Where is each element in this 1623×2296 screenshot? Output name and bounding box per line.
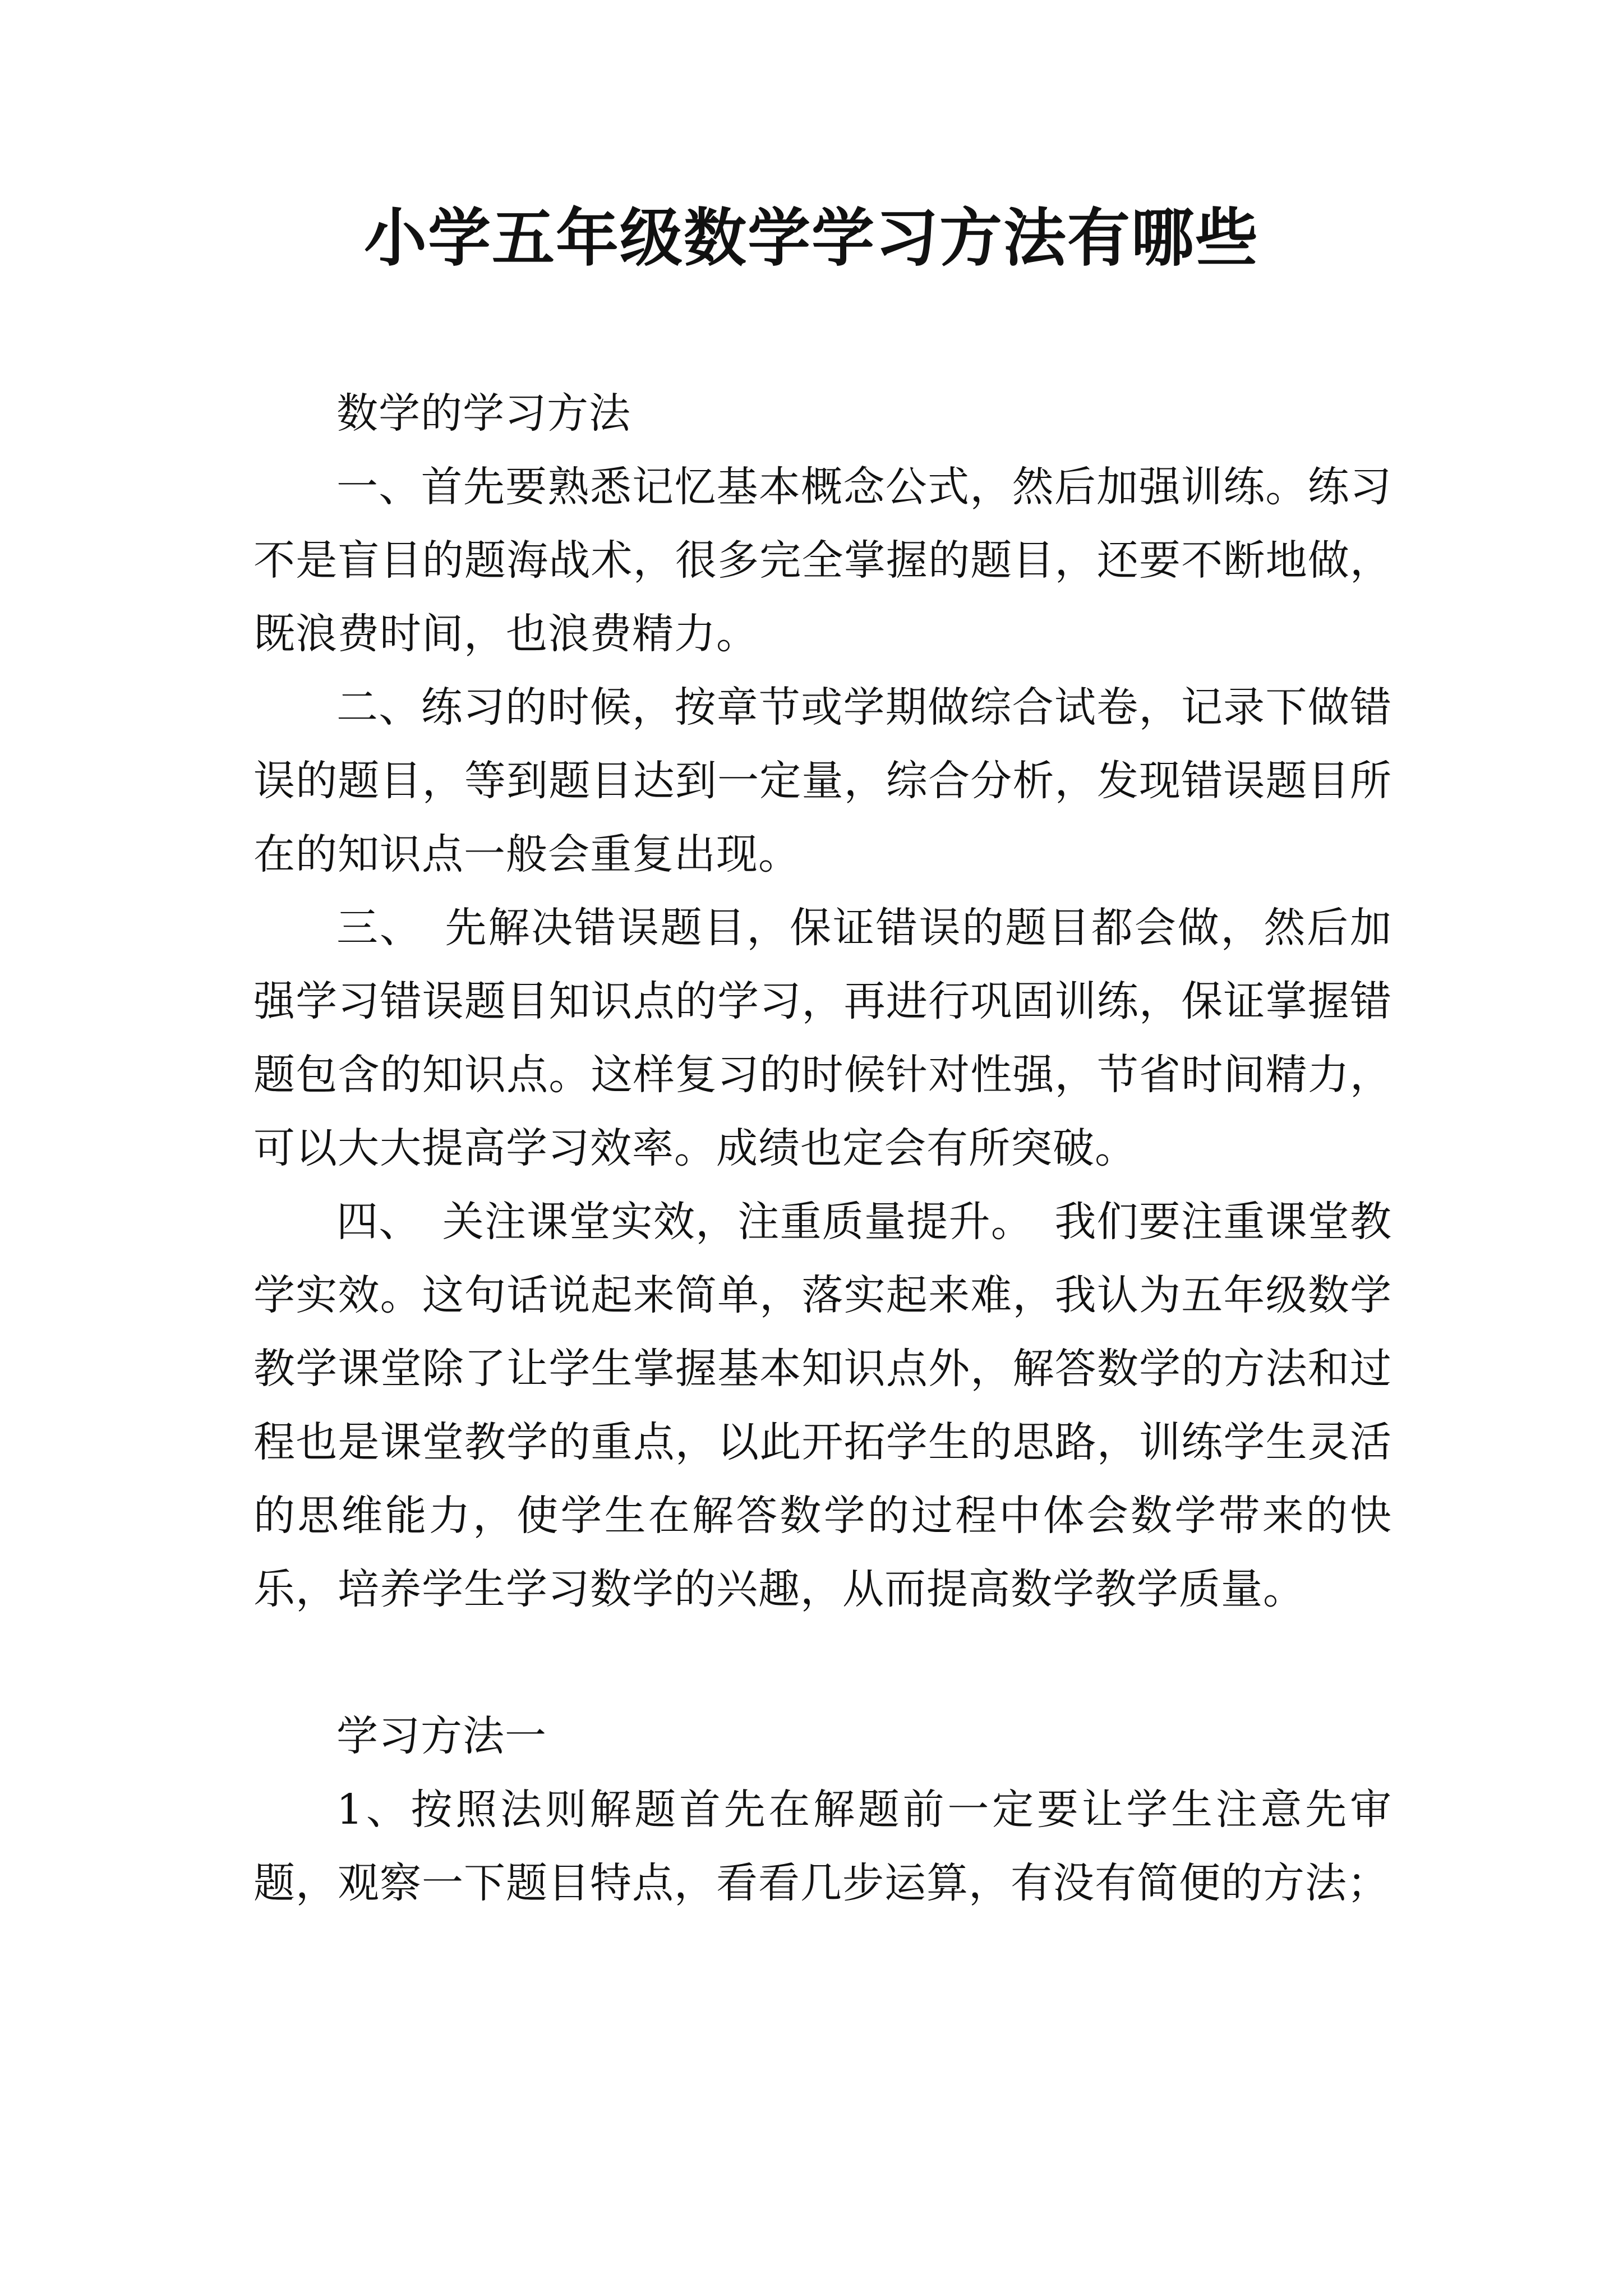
- document-body: [253, 377, 1392, 1920]
- section-heading-study-methods: 数学的学习方法: [336, 389, 631, 438]
- paragraph-1: 一、首先要熟悉记忆基本概念公式，然后加强训练。练习不是盲目的题海战术，很多完全掌握的题目，还要不断地做，既浪费时间，也浪费精力。: [253, 463, 1392, 658]
- section-spacer: [253, 1626, 1392, 1700]
- paragraph-4: 四、 关注课堂实效，注重质量提升。 我们要注重课堂教学实效。这句话说起来简单，落实起来难，我认为五年级数学教学课堂除了让学生掌握基本知识点外，解答数学的方法和过程也是课堂教学的重点，以此开拓学生的思路，训练学生灵活的思维能力，使学生在解答数学的过程中体会数学带来的快乐，培养学生学习数学的兴趣，从而提高数学教学质量。: [253, 1198, 1392, 1613]
- paragraph-5: 1、按照法则解题首先在解题前一定要让学生注意先审题，观察一下题目特点，看看几步运算，有没有简便的方法；: [253, 1786, 1392, 1907]
- paragraph-2: 二、练习的时候，按章节或学期做综合试卷，记录下做错误的题目，等到题目达到一定量，综合分析，发现错误题目所在的知识点一般会重复出现。: [253, 683, 1392, 878]
- section-heading-method-one: 学习方法一: [336, 1712, 547, 1760]
- document-title: 小学五年级数学学习方法有哪些: [364, 201, 1259, 275]
- paragraph-3: 三、 先解决错误题目，保证错误的题目都会做，然后加强学习错误题目知识点的学习，再进行巩固训练，保证掌握错题包含的知识点。这样复习的时候针对性强，节省时间精力，可以大大提高学习效率。成绩也定会有所突破。: [253, 904, 1392, 1172]
